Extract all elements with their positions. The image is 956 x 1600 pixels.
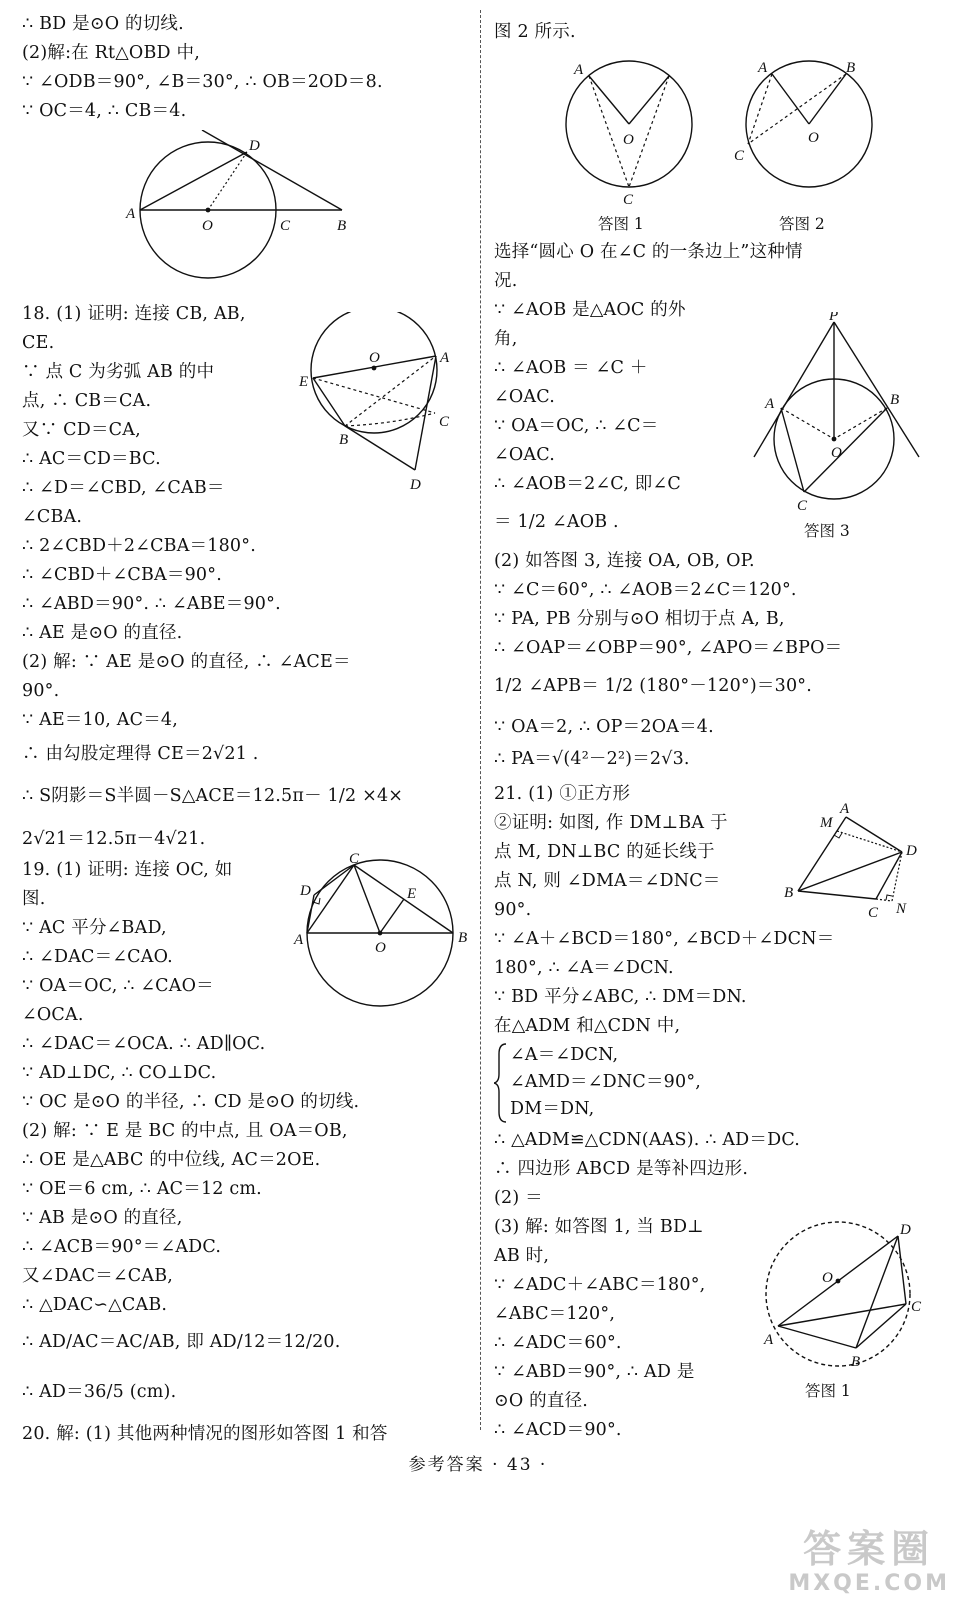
label: B: [337, 218, 347, 234]
figure-20-1: [554, 52, 704, 211]
text-line: 选择“圆心 O 在∠C 的一条边上”这种情: [494, 242, 803, 262]
text-line: 图.: [22, 889, 46, 909]
text-line: ∠A＝∠DCN,: [510, 1045, 619, 1065]
text-line: ∴ ∠ACD＝90°.: [494, 1420, 622, 1440]
text-line: ∵ ∠C＝60°, ∴ ∠AOB＝2∠C＝120°.: [494, 580, 797, 600]
label: B: [851, 1354, 861, 1370]
page-footer: 参考答案 · 43 ·: [408, 1455, 548, 1475]
label: A: [758, 60, 768, 76]
label: C: [734, 148, 745, 164]
text-line: (2) ＝: [494, 1188, 543, 1208]
column-divider: [480, 10, 481, 1430]
text-line: ∵ OC＝4, ∴ CB＝4.: [22, 101, 187, 121]
text-line: ∴ PA＝√(4²－2²)＝2√3.: [494, 749, 690, 769]
text-line: ∴ AD/AC＝AC/AB, 即 AD/12＝12/20.: [22, 1332, 341, 1352]
label: C: [797, 498, 808, 514]
figure-21-a: [784, 797, 932, 926]
text-line: ∴ 由勾股定理得 CE＝2√21 .: [22, 744, 259, 764]
text-line: ＝ 1/2 ∠AOB .: [494, 512, 619, 532]
text-line: 点, ∴ CB＝CA.: [22, 391, 152, 411]
text-line: ∵ AC 平分∠BAD,: [22, 918, 167, 938]
label: E: [299, 374, 309, 390]
label: A: [764, 1332, 774, 1348]
text-line: ∠OAC.: [494, 445, 555, 465]
text-line: ∠ABC＝120°,: [494, 1304, 616, 1324]
text-line: 又∵ CD＝CA,: [22, 420, 141, 440]
label: C: [349, 851, 360, 867]
text-line: 20. 解: (1) 其他两种情况的图形如答图 1 和答: [22, 1424, 388, 1444]
text-line: ∴ 四边形 ABCD 是等补四边形.: [494, 1159, 749, 1179]
label: D: [410, 477, 421, 493]
text-line: ②证明: 如图, 作 DM⊥BA 于: [494, 813, 728, 833]
text-line: ∴ ∠OAP＝∠OBP＝90°, ∠APO＝∠BPO＝: [494, 638, 843, 658]
text-line: ∵ PA, PB 分别与⊙O 相切于点 A, B,: [494, 609, 785, 629]
text-line: ∴ 2∠CBD＋2∠CBA＝180°.: [22, 536, 256, 556]
label: B: [339, 432, 349, 448]
text-line: (2) 如答图 3, 连接 OA, OB, OP.: [494, 551, 755, 571]
label: C: [911, 1299, 922, 1315]
figure-caption: 答图 2: [779, 215, 825, 233]
watermark-logo: [788, 1527, 950, 1596]
label: A: [294, 932, 304, 948]
text-line: AB 时,: [494, 1246, 550, 1266]
text-line: ∵ ∠AOB 是△AOC 的外: [494, 300, 686, 320]
text-line: ∵ ∠A＋∠BCD＝180°, ∠BCD＋∠DCN＝: [494, 929, 835, 949]
label: A: [765, 396, 775, 412]
label: P: [829, 312, 839, 324]
text-line: ∴ AE 是⊙O 的直径.: [22, 623, 183, 643]
text-line: ∵ BD 平分∠ABC, ∴ DM＝DN.: [494, 987, 747, 1007]
text-line: ∴ ∠D＝∠CBD, ∠CAB＝: [22, 478, 225, 498]
text-line: CE.: [22, 333, 55, 353]
label: A: [840, 801, 850, 817]
brace-system: [494, 1042, 508, 1128]
label: O: [808, 130, 819, 146]
text-line: ∠AMD＝∠DNC＝90°,: [510, 1072, 702, 1092]
label: M: [820, 815, 833, 831]
text-line: ∠CBA.: [22, 507, 83, 527]
label: C: [623, 192, 634, 207]
label: A: [440, 350, 450, 366]
label: B: [458, 930, 468, 946]
text-line: ∴ △DAC∽△CAB.: [22, 1295, 168, 1315]
figure-caption: 答图 1: [805, 1382, 851, 1400]
label: B: [890, 392, 900, 408]
label: A: [574, 62, 584, 78]
text-line: 21. (1) ①正方形: [494, 784, 631, 804]
text-line: 图 2 所示.: [494, 22, 576, 42]
text-line: ∵ AD⊥DC, ∴ CO⊥DC.: [22, 1063, 217, 1083]
text-line: ∴ BD 是⊙O 的切线.: [22, 14, 184, 34]
label: O: [831, 445, 842, 461]
label: B: [846, 60, 856, 76]
label: B: [784, 885, 794, 901]
text-line: ∴ ∠CBD＋∠CBA＝90°.: [22, 565, 222, 585]
label: N: [896, 901, 907, 917]
text-line: ∴ OE 是△ABC 的中位线, AC＝2OE.: [22, 1150, 321, 1170]
label: D: [900, 1222, 911, 1238]
label: O: [375, 940, 386, 956]
label: O: [822, 1270, 833, 1286]
label: C: [868, 905, 879, 921]
text-line: ∴ S阴影＝S半圆－S△ACE＝12.5π－ 1/2 ×4×: [22, 786, 404, 806]
label: C: [280, 218, 291, 234]
label: E: [407, 886, 417, 902]
watermark-url: MXQE.COM: [788, 1571, 950, 1596]
label: C: [439, 414, 450, 430]
figure-caption: 答图 1: [598, 215, 644, 233]
text-line: ∵ OC 是⊙O 的半径, ∴ CD 是⊙O 的切线.: [22, 1092, 360, 1112]
text-line: 180°, ∴ ∠A＝∠DCN.: [494, 958, 674, 978]
label: D: [300, 883, 311, 899]
text-line: ∴ ∠DAC＝∠OCA. ∴ AD∥OC.: [22, 1034, 266, 1054]
text-line: ∴ ∠ABD＝90°. ∴ ∠ABE＝90°.: [22, 594, 281, 614]
text-line: 90°.: [22, 681, 60, 701]
text-line: (2)解:在 Rt△OBD 中,: [22, 43, 200, 63]
text-line: ∵ OE＝6 cm, ∴ AC＝12 cm.: [22, 1179, 262, 1199]
text-line: 90°.: [494, 900, 532, 920]
text-line: ∴ ∠AOB ＝ ∠C ＋: [494, 358, 648, 378]
text-line: ∵ ∠ODB＝90°, ∠B＝30°, ∴ OB＝2OD＝8.: [22, 72, 383, 92]
text-line: (3) 解: 如答图 1, 当 BD⊥: [494, 1217, 704, 1237]
text-line: ∠OCA.: [22, 1005, 84, 1025]
text-line: 又∠DAC＝∠CAB,: [22, 1266, 174, 1286]
text-line: ∵ 点 C 为劣弧 AB 的中: [22, 362, 215, 382]
text-line: 19. (1) 证明: 连接 OC, 如: [22, 860, 233, 880]
text-line: ∴ ∠ADC＝60°.: [494, 1333, 622, 1353]
figure-19: [284, 848, 474, 1022]
text-line: ∠OAC.: [494, 387, 555, 407]
text-line: ∴ ∠ACB＝90°＝∠ADC.: [22, 1237, 222, 1257]
text-line: 在△ADM 和△CDN 中,: [494, 1016, 681, 1036]
text-line: ∵ OA＝OC, ∴ ∠C＝: [494, 416, 659, 436]
text-line: ∴ ∠AOB＝2∠C, 即∠C: [494, 474, 681, 494]
figure-20-2: [734, 52, 884, 211]
figure-caption: 答图 3: [804, 522, 850, 540]
text-line: (2) 解: ∵ E 是 BC 的中点, 且 OA＝OB,: [22, 1121, 348, 1141]
text-line: ⊙O 的直径.: [494, 1391, 589, 1411]
label: O: [369, 350, 380, 366]
text-line: ∵ ∠ABD＝90°, ∴ AD 是: [494, 1362, 695, 1382]
text-line: ∵ ∠ADC＋∠ABC＝180°,: [494, 1275, 706, 1295]
label: D: [249, 138, 260, 154]
figure-18: [297, 312, 472, 501]
text-line: (2) 解: ∵ AE 是⊙O 的直径, ∴ ∠ACE＝: [22, 652, 351, 672]
text-line: ∴ ∠DAC＝∠CAO.: [22, 947, 173, 967]
text-line: 况.: [494, 271, 518, 291]
label: O: [202, 218, 213, 234]
text-line: ∴ AD＝36/5 (cm).: [22, 1382, 177, 1402]
text-line: 点 N, 则 ∠DMA＝∠DNC＝: [494, 871, 721, 891]
text-line: ∴ AC＝CD＝BC.: [22, 449, 161, 469]
text-line: ∵ AE＝10, AC＝4,: [22, 710, 179, 730]
label: O: [623, 132, 634, 148]
text-line: 点 M, DN⊥BC 的延长线于: [494, 842, 715, 862]
text-line: 角,: [494, 329, 518, 349]
figure-20-3: [749, 312, 934, 521]
text-line: 1/2 ∠APB＝ 1/2 (180°－120°)＝30°.: [494, 676, 812, 696]
text-line: ∵ OA＝2, ∴ OP＝2OA＝4.: [494, 717, 714, 737]
text-line: DM＝DN,: [510, 1099, 595, 1119]
text-line: ∴ △ADM≌△CDN(AAS). ∴ AD＝DC.: [494, 1130, 801, 1150]
figure-17: [112, 130, 402, 299]
text-line: ∵ OA＝OC, ∴ ∠CAO＝: [22, 976, 214, 996]
label: A: [126, 206, 136, 222]
figure-21-b: [756, 1214, 931, 1383]
text-line: 18. (1) 证明: 连接 CB, AB,: [22, 304, 246, 324]
text-line: ∵ AB 是⊙O 的直径,: [22, 1208, 183, 1228]
watermark-text: 答案圈: [803, 1527, 936, 1571]
text-line: 2√21＝12.5π－4√21.: [22, 829, 206, 849]
label: D: [906, 843, 917, 859]
